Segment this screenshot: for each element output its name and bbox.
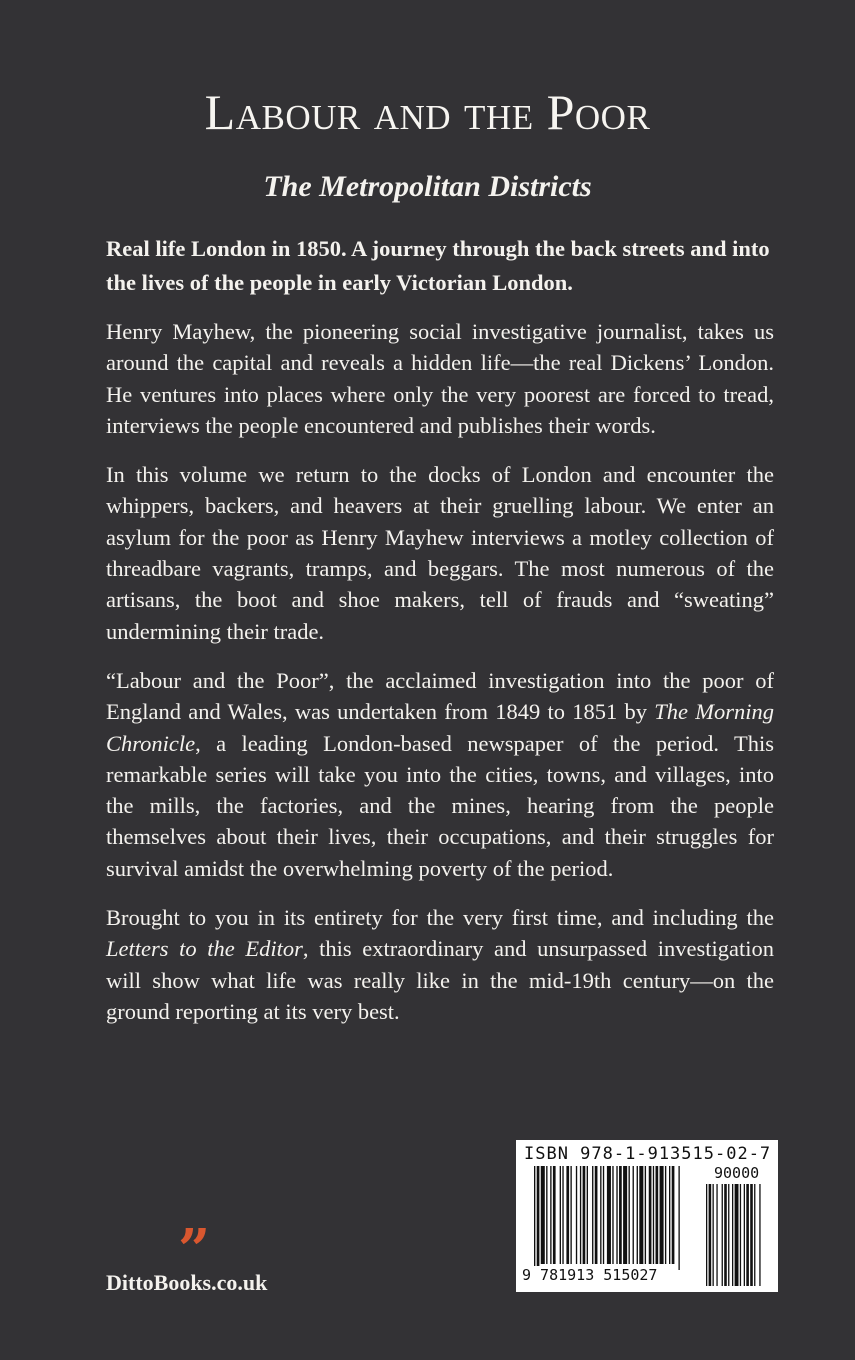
barcode-bar xyxy=(678,1166,679,1270)
blurb-paragraph-2: In this volume we return to the docks of London and encounter the whippers, backers, and heavers at their gruelling labour. We enter an asylum for the poor as Henry Mayhew interviews a motley collection of threadbare vagrants, tramps, and beggars. The most numerous of the artisans, the boot and shoe makers, tell of frauds and “sweating” undermining their trade. xyxy=(106,462,774,644)
blurb-paragraph-1: Henry Mayhew, the pioneering social investigative journalist, takes us around the capital and reveals a hidden life—the real Dickens’ London. He ventures into places where only the very poorest are forced to tread, interviews the people encountered and publishes their words. xyxy=(106,319,774,438)
barcode-bar xyxy=(603,1166,604,1264)
blurb-paragraph-3-end: , a leading London-based newspaper of the period. This remarkable series will take you into the cities, towns, and villages, into the mills, the factories, and the mines, hearing from the people themselves about their lives, their occupations, and their struggles for survival amidst the overwhelming poverty of the period. xyxy=(106,730,774,881)
barcode-bar xyxy=(672,1166,675,1264)
barcode-addon-bar xyxy=(744,1184,745,1286)
newspaper-name: The Morning Chronicle xyxy=(106,699,774,756)
barcode-bar xyxy=(592,1166,593,1264)
barcode-bar xyxy=(637,1166,638,1264)
barcode-bar xyxy=(645,1166,646,1264)
blurb-paragraph-4-end: , this extraordinary and unsurpassed investigation will show what life was really like in the mid-19th century—on the ground reporting at its very best. xyxy=(106,936,774,1024)
barcode-bar xyxy=(546,1166,547,1264)
barcode-addon-bar xyxy=(754,1184,755,1286)
publisher-logo xyxy=(106,1217,296,1298)
isbn-label: ISBN 978-1-913515-02-7 xyxy=(524,1144,772,1164)
barcode-bar xyxy=(656,1166,659,1264)
barcode-bar xyxy=(633,1166,634,1264)
barcode-bar xyxy=(583,1166,586,1264)
ean-digits: 9 781913 515027 xyxy=(522,1266,658,1284)
barcode-bar xyxy=(587,1166,588,1264)
barcode-bar xyxy=(639,1166,643,1264)
barcode-bar xyxy=(660,1166,664,1264)
barcode-bar xyxy=(629,1166,630,1264)
barcode-bar xyxy=(600,1166,601,1264)
barcode-addon-bar xyxy=(735,1184,739,1286)
blurb-paragraph-3-start: “Labour and the Poor”, the acclaimed investigation into the poor of England and Wales, was undertaken from 1849 to 1851 by xyxy=(106,667,774,725)
barcode-bar xyxy=(612,1166,613,1264)
publisher-website: DittoBooks.co.uk xyxy=(106,1270,268,1295)
blurb-paragraph-4-start: Brought to you in its entirety for the very first time, and including the xyxy=(106,905,774,931)
barcode-bar xyxy=(616,1166,617,1264)
barcode-bar xyxy=(653,1166,654,1264)
barcode-bar xyxy=(619,1166,622,1264)
barcode-bar xyxy=(649,1166,652,1264)
barcode-addon-bar xyxy=(713,1184,714,1286)
barcode-addon-bar xyxy=(759,1184,760,1286)
isbn-barcode xyxy=(516,1140,778,1292)
barcode-bar xyxy=(623,1166,627,1264)
barcode-addon-bar xyxy=(746,1184,749,1286)
book-title: Labour and the Poor xyxy=(204,84,651,140)
barcode-bar xyxy=(580,1166,581,1264)
letters-title: Letters to the Editor xyxy=(106,936,303,962)
barcode-addon-bar xyxy=(732,1184,733,1286)
barcode-bar xyxy=(560,1166,561,1264)
barcode-addon-bar xyxy=(716,1184,717,1286)
barcode-bar xyxy=(537,1166,540,1270)
barcode-addon-bar xyxy=(724,1184,727,1286)
barcode-bar xyxy=(541,1166,545,1264)
barcode-bar xyxy=(570,1166,571,1264)
book-subtitle: The Metropolitan Districts xyxy=(263,170,592,203)
barcode-bar xyxy=(607,1166,611,1264)
blurb-paragraph-4 xyxy=(106,902,774,1027)
quote-mark-icon: ” xyxy=(178,1217,211,1283)
barcode-bar xyxy=(665,1166,666,1264)
barcode-bar xyxy=(550,1166,551,1264)
barcode-addon-bar xyxy=(728,1184,729,1286)
barcode-addon-bar xyxy=(750,1184,753,1286)
barcode-bar xyxy=(595,1166,598,1264)
barcode-addon-bar xyxy=(706,1184,707,1286)
barcode-bar xyxy=(566,1166,569,1264)
blurb-lead: Real life London in 1850. A journey through the back streets and into the lives of the people in early Victorian London. xyxy=(106,236,770,295)
barcode-bar xyxy=(534,1166,535,1270)
barcode-addon-bar xyxy=(740,1184,741,1286)
barcode-bar xyxy=(576,1166,577,1264)
barcode-addon-bar xyxy=(709,1184,712,1286)
blurb-paragraph-3 xyxy=(106,665,774,884)
blurb xyxy=(106,232,774,1045)
barcode-bar xyxy=(669,1166,670,1264)
barcode-bar xyxy=(562,1166,563,1264)
barcode-bar xyxy=(553,1166,556,1264)
barcode-addon-bar xyxy=(722,1184,723,1286)
price-code: 90000 xyxy=(714,1164,760,1182)
